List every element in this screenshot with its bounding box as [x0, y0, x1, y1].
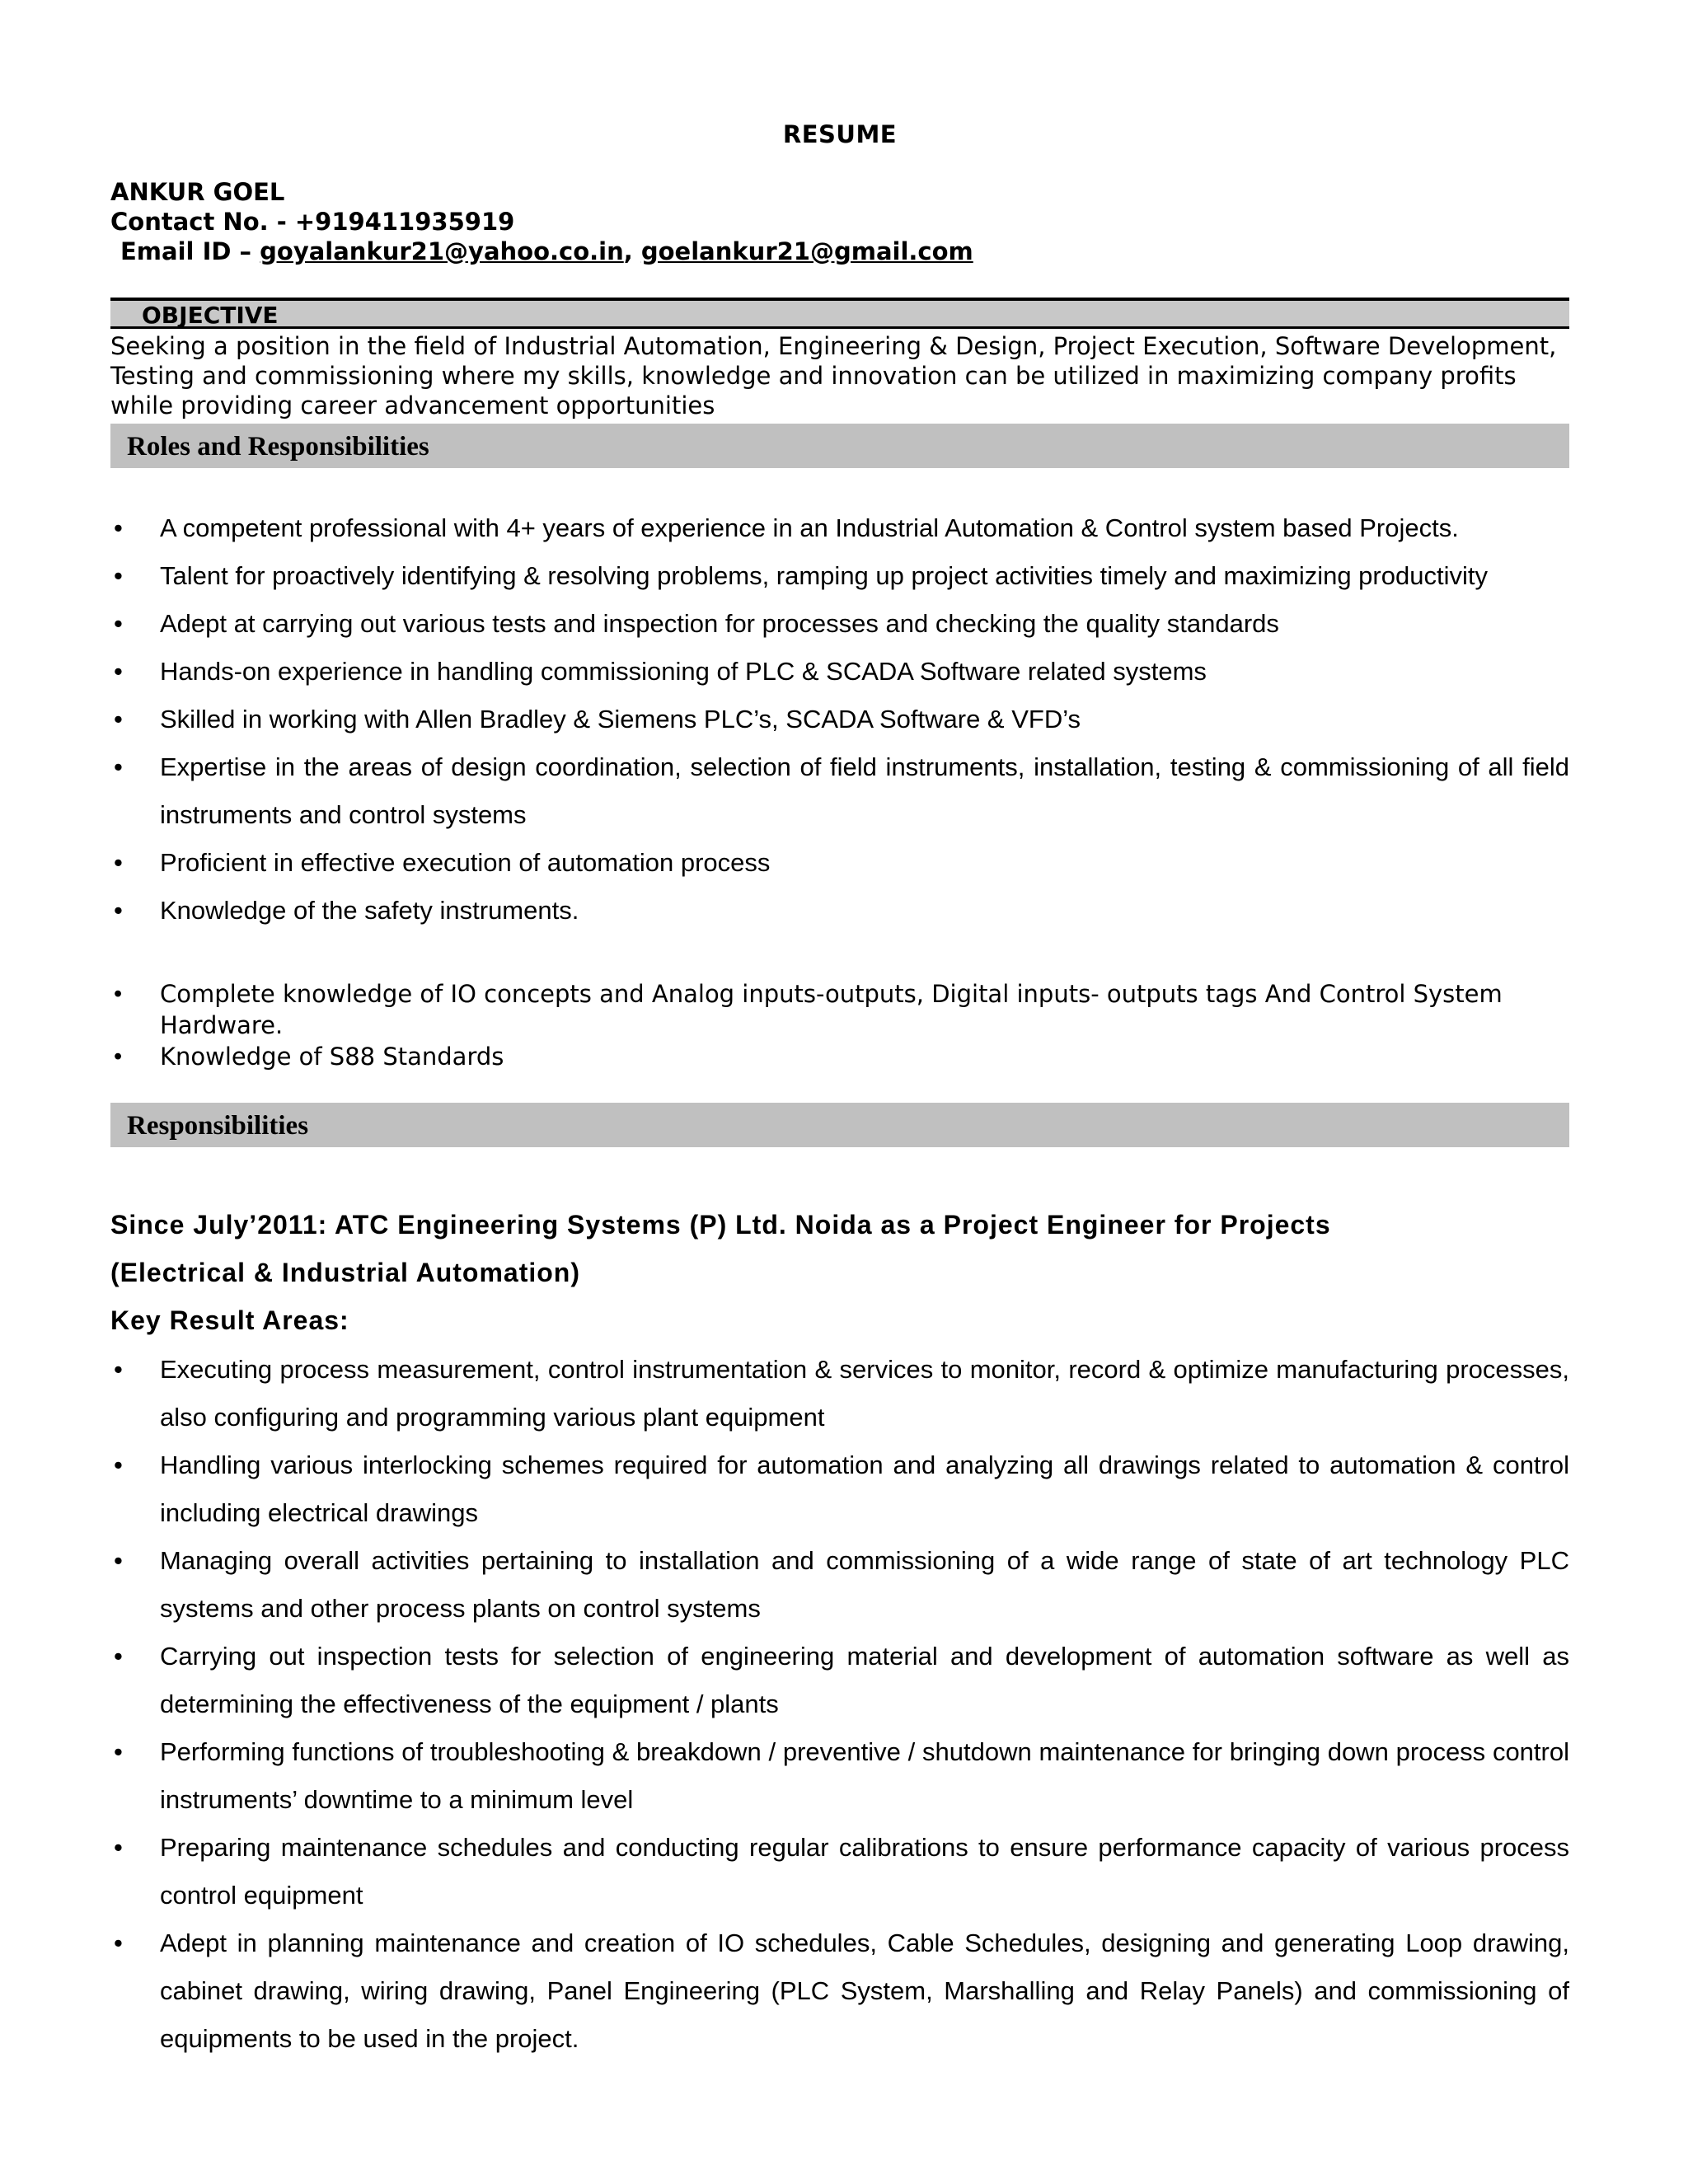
objective-header — [110, 298, 1569, 329]
list-item: • Proficient in effective execution of automation process — [110, 839, 1569, 887]
list-item: • Carrying out inspection tests for selection of engineering material and development of automation software as well as determining the effectiveness of the equipment / plants — [110, 1633, 1569, 1728]
objective-text: Seeking a position in the field of Industrial Automation, Engineering & Design, Project Execution, Software Development, Testing and commissioning where my skills, knowledge and innovation can be utilized in maximizing company profits while providing career advancement opportunities — [110, 332, 1557, 419]
document-title: RESUME — [782, 120, 898, 148]
list-item: • Knowledge of S88 Standards — [114, 1043, 504, 1071]
bullet-icon: • — [114, 513, 123, 542]
bullet-icon: • — [114, 561, 123, 590]
list-item: • Knowledge of the safety instruments. — [110, 887, 1569, 935]
list-item: • Handling various interlocking schemes required for automation and analyzing all drawings related to automation & control including electrical drawings — [110, 1441, 1569, 1537]
bullet-icon: • — [114, 896, 123, 925]
email-separator: , — [623, 237, 641, 265]
list-item: • Preparing maintenance schedules and conducting regular calibrations to ensure performance capacity of various process control equipment — [110, 1824, 1569, 1919]
bullet-icon: • — [114, 1546, 123, 1575]
bullet-icon: • — [114, 1451, 123, 1479]
bullet-icon: • — [114, 848, 123, 877]
bullet-icon: • — [114, 705, 123, 733]
roles-list — [110, 504, 1569, 935]
roles-list-extra — [110, 978, 1569, 1072]
responsibilities-header — [110, 1103, 1569, 1147]
list-item: • Complete knowledge of IO concepts and Analog inputs-outputs, Digital inputs- outputs tags And Control System Hardware. — [114, 980, 1503, 1039]
list-item: • Executing process measurement, control instrumentation & services to monitor, record & optimize manufacturing processes, also configuring and programming various plant equipment — [110, 1346, 1569, 1441]
list-item: • Talent for proactively identifying & resolving problems, ramping up project activities timely and maximizing productivity — [110, 552, 1569, 600]
email-label: Email ID – — [120, 237, 260, 265]
list-item: • Skilled in working with Allen Bradley & Siemens PLC’s, SCADA Software & VFD’s — [110, 696, 1569, 743]
bullet-icon: • — [114, 1355, 123, 1384]
bullet-icon: • — [114, 981, 123, 1007]
bullet-icon: • — [114, 1929, 123, 1957]
email-link-gmail[interactable]: goelankur21@gmail.com — [640, 237, 973, 265]
key-result-areas-list — [110, 1346, 1569, 2063]
responsibilities-heading: Responsibilities — [127, 1111, 309, 1141]
bullet-icon: • — [114, 609, 123, 638]
bullet-icon: • — [114, 1642, 123, 1671]
email-link-yahoo[interactable]: goyalankur21@yahoo.co.in — [260, 237, 624, 265]
list-item: • Managing overall activities pertaining to installation and commissioning of a wide range of state of art technology PLC systems and other process plants on control systems — [110, 1537, 1569, 1633]
bullet-icon: • — [114, 657, 123, 686]
list-item: • A competent professional with 4+ years of experience in an Industrial Automation & Control system based Projects. — [110, 504, 1569, 552]
key-result-areas-label: Key Result Areas: — [110, 1305, 349, 1335]
candidate-name: ANKUR GOEL — [110, 178, 285, 206]
list-item: • Performing functions of troubleshooting & breakdown / preventive / shutdown maintenance for bringing down process control instruments’ downtime to a minimum level — [110, 1728, 1569, 1824]
bullet-icon: • — [114, 1833, 123, 1862]
contact-number: Contact No. - +919411935919 — [110, 208, 515, 236]
bullet-icon: • — [114, 752, 123, 781]
bullet-icon: • — [114, 1737, 123, 1766]
job-title-line-1: Since July’2011: ATC Engineering Systems (P) Ltd. Noida as a Project Engineer for Projects — [110, 1210, 1331, 1240]
list-item: • Adept in planning maintenance and creation of IO schedules, Cable Schedules, designing and generating Loop drawing, cabinet drawing, wiring drawing, Panel Engineering (PLC System, Marshalling and Relay Panels) and commissioning of equipments to be used in the project. — [110, 1919, 1569, 2063]
email-line — [120, 237, 973, 265]
list-item: • Expertise in the areas of design coordination, selection of field instruments, installation, testing & commissioning of all field instruments and control systems — [110, 743, 1569, 839]
roles-header — [110, 424, 1569, 468]
objective-heading: OBJECTIVE — [142, 302, 279, 329]
list-item: • Hands-on experience in handling commissioning of PLC & SCADA Software related systems — [110, 648, 1569, 696]
bullet-icon: • — [114, 1043, 123, 1070]
job-title-line-2: (Electrical & Industrial Automation) — [110, 1258, 580, 1287]
list-item: • Adept at carrying out various tests and inspection for processes and checking the quality standards — [110, 600, 1569, 648]
roles-heading: Roles and Responsibilities — [127, 432, 429, 462]
